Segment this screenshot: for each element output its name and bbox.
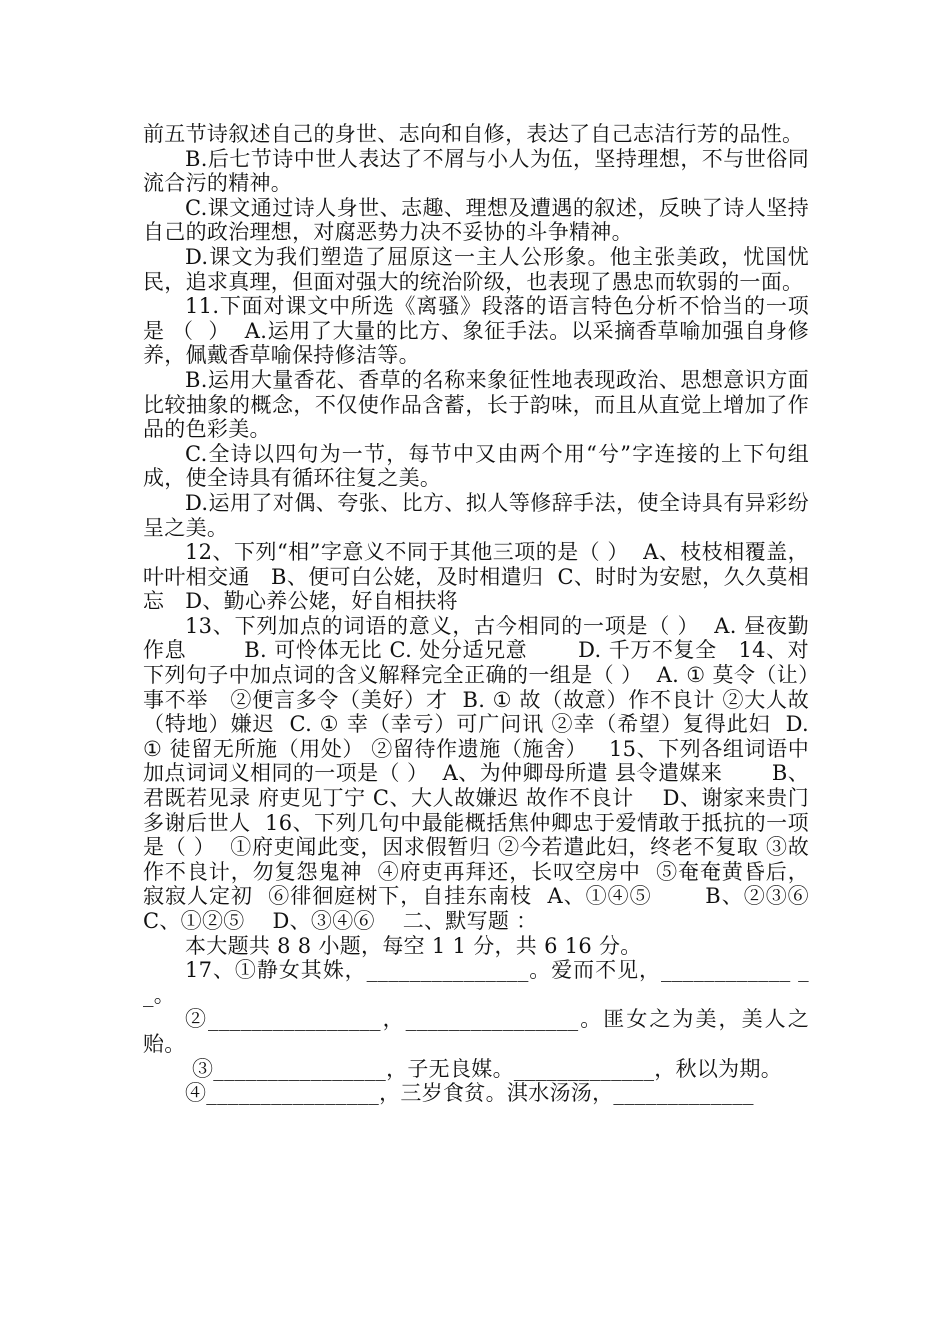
document-body [143,122,816,1106]
question-11: 11.下面对课文中所选《离骚》段落的语言特色分析不恰当的一项是 （ ） A.运用了大量的比方、象征手法。以采摘香草喻加强自身修养，佩戴香草喻保持修洁等。 [143,294,809,368]
paragraph-option-a-continued: 前五节诗叙述自己的身世、志向和自修，表达了自己志洁行芳的品性。 [143,122,804,146]
question-17-line-1: 17、①静女其姝，_______________。爱而不见，____________ __。 [143,958,809,1007]
questions-13-to-16: 13、下列加点的词语的意义，古今相同的一项是（ ） A. 昼夜勤作息 B. 可怜体无比 C. 处分适兄意 D. 千万不复全 14、对下列句子中加点词的含义解释完全正确的一组是（ ） A. ① 莫令（让）事不举 ②便言多令（美好）才 B. ① 故（故意）作不良计 ②大人故（特地）嫌迟 C. ① 幸（幸亏）可广问讯 ②幸（希望）复得此妇 D. ① 徒留无所施（用处） ②留待作遗施（施舍） 15、下列各组词语中加点词词义相同的一项是（ ） A、为仲卿母所遣 县令遣媒来 B、君既若见录 府吏见丁宁 C、大人故嫌迟 故作不良计 D、谢家来贵门 多谢后世人 16、下列几句中最能概括焦仲卿忠于爱情敢于抵抗的一项是（ ） ①府吏闻此变，因求假暂归 ②今若遣此妇，终老不复取 ③故作不良计，勿复怨鬼神 ④府吏再拜还，长叹空房中 ⑤奄奄黄昏后，寂寂人定初 ⑥徘徊庭树下，自挂东南枝 A、①④⑤ B、②③⑥ C、①②⑤ D、③④⑥ 二、默写题 ： [143,613,816,933]
question-17-line-3: ③________________，子无良媒。_____________，秋以为期。 [185,1056,783,1081]
question-17-line-4: ④________________，三岁食贫。淇水汤汤，_____________ [185,1081,754,1106]
section-2-instructions: 本大题共 8 8 小题，每空 1 1 分，共 6 16 分。 [185,933,642,958]
paragraph-option-d: D.课文为我们塑造了屈原这一主人公形象。他主张美政，忧国忧民，追求真理，但面对强大的统治阶级，也表现了愚忠而软弱的一面。 [143,244,809,294]
paragraph-option-c: C.课文通过诗人身世、志趣、理想及遭遇的叙述，反映了诗人坚持自己的政治理想，对腐恶势力决不妥协的斗争精神。 [143,195,809,245]
paragraph-option-b: B.后七节诗中世人表达了不屑与小人为伍，坚持理想，不与世俗同流合污的精神。 [143,146,809,196]
question-11-option-b: B.运用大量香花、香草的名称来象征性地表现政治、思想意识方面比较抽象的概念，不仅使作品含蓄，长于韵味，而且从直觉上增加了作品的色彩美。 [143,367,809,442]
question-11-option-c: C.全诗以四句为一节，每节中又由两个用“兮”字连接的上下句组成，使全诗具有循环往复之美。 [143,441,809,491]
question-12: 12、下列“相”字意义不同于其他三项的是（ ） A、枝枝相覆盖，叶叶相交通 B、便可白公姥，及时相遣归 C、时时为安慰，久久莫相忘 D、勤心养公姥，好自相扶将 [143,540,809,614]
question-11-option-d: D.运用了对偶、夸张、比方、拟人等修辞手法，使全诗具有异彩纷呈之美。 [143,490,809,540]
question-17-line-2: ②________________，________________。匪女之为美，美人之贻。 [143,1007,809,1056]
